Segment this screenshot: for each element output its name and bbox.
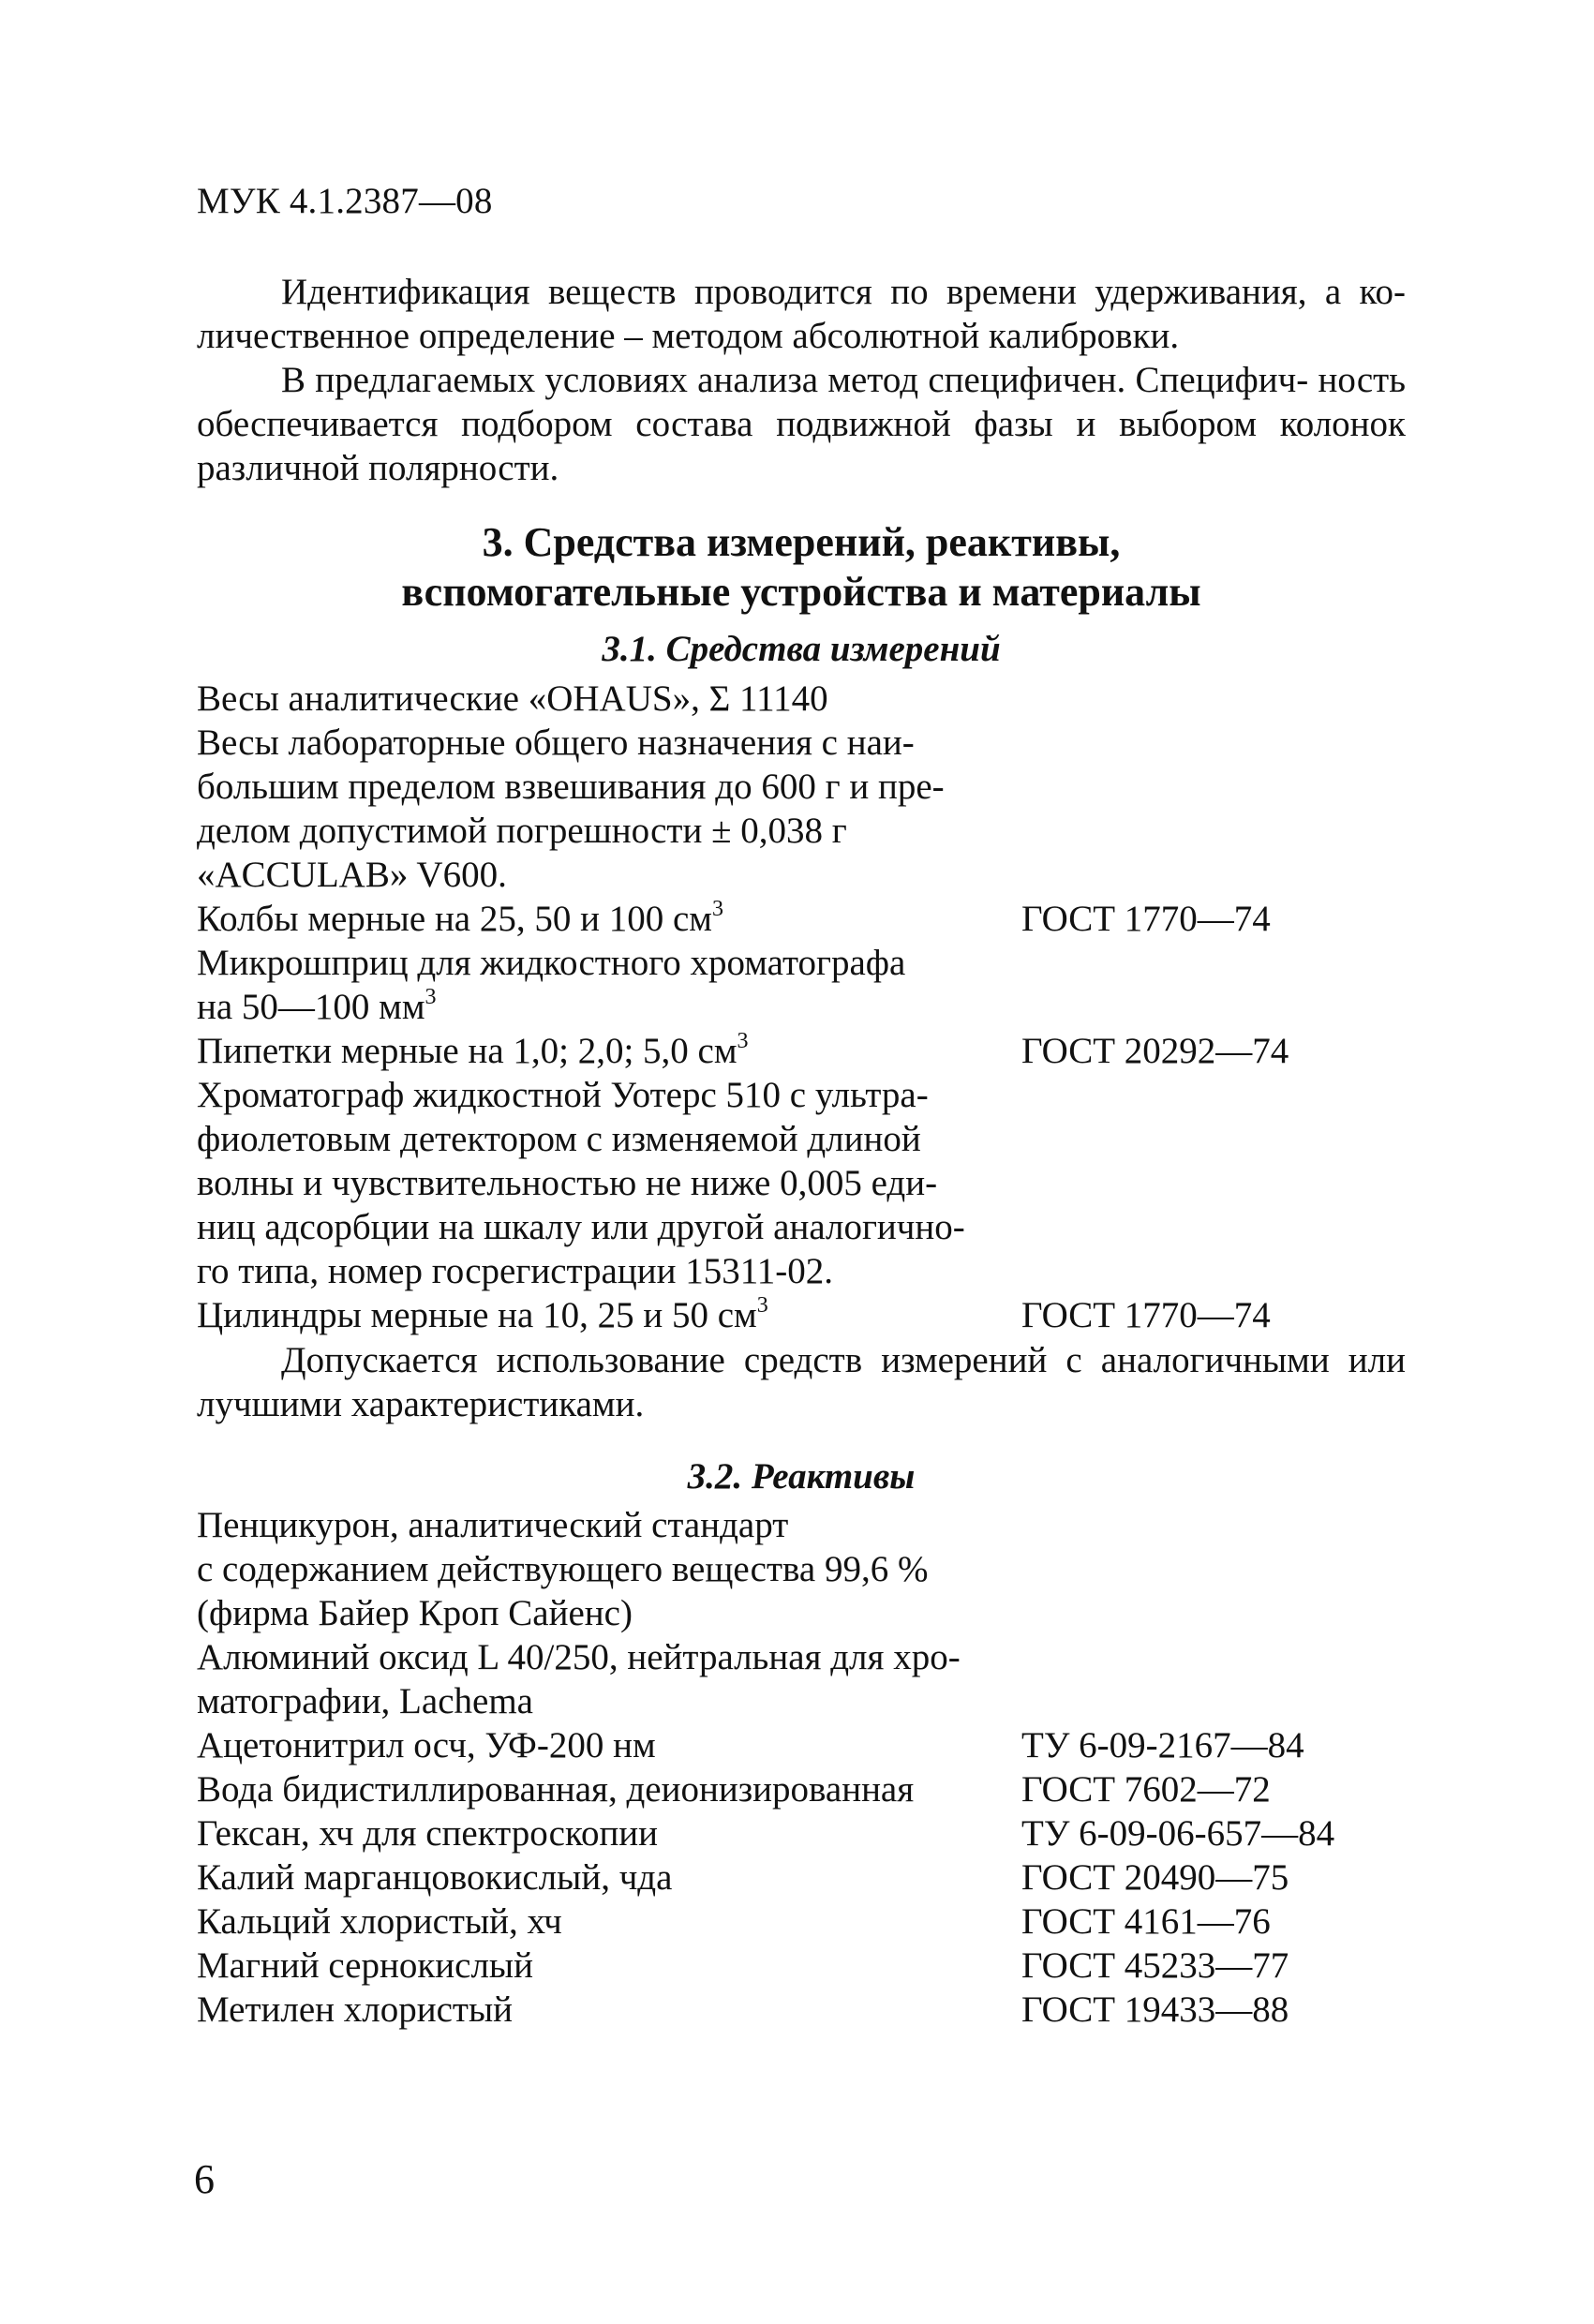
instrument-item-line: го типа, номер госрегистрации 15311-02. [197, 1251, 834, 1291]
reagent-item-line: Алюминий оксид L 40/250, нейтральная для хро- [197, 1637, 961, 1677]
instrument-item-standard: ГОСТ 1770—74 [1021, 1295, 1271, 1335]
reagent-item-line: Кальций хлористый, хч [197, 1901, 562, 1942]
reagent-item-standard: ГОСТ 45233—77 [1021, 1945, 1289, 1986]
reagent-item-line: Пенцикурон, аналитический стандарт [197, 1505, 789, 1545]
intro-paragraph-2 [197, 358, 1406, 490]
instrument-item-line: фиолетовым детектором с изменяемой длиной [197, 1119, 921, 1159]
intro-p1-line2: личественное определение – методом абсолютной калибровки. [197, 316, 1180, 356]
reagent-item-line: Магний сернокислый [197, 1945, 533, 1986]
reagent-item-line: Калий марганцовокислый, чда [197, 1857, 673, 1898]
superscript-3: 3 [711, 897, 723, 921]
instrument-item-line: Колбы мерные на 25, 50 и 100 $см^3$ [197, 897, 723, 939]
reagent-item-name [197, 1811, 1021, 1855]
section-title-line1: 3. Средства измерений, реактивы, [482, 519, 1121, 565]
instruments-list [197, 677, 1289, 1337]
reagent-item-standard: ГОСТ 4161—76 [1021, 1901, 1271, 1942]
instrument-item-line: волны и чувствительностью не ниже 0,005 еди- [197, 1163, 938, 1203]
instrument-item-name [197, 721, 1021, 897]
reagent-item-line: Ацетонитрил осч, УФ-200 нм [197, 1725, 656, 1765]
reagent-item [197, 1988, 1289, 2032]
instrument-item-line: Весы лабораторные общего назначения с наи- [197, 723, 915, 763]
reagent-item-line: Метилен хлористый [197, 1989, 514, 2030]
reagent-item-name [197, 1503, 1021, 1635]
intro-text [197, 270, 1406, 490]
note-line1: Допускается использование средств измерений с аналогичными или [281, 1340, 1406, 1380]
intro-p2-line1: В предлагаемых условиях анализа метод специфичен. Специфич- [281, 360, 1309, 400]
reagent-item [197, 1767, 1271, 1811]
instrument-item-name [197, 1293, 1021, 1337]
reagent-item-line: Вода бидистиллированная, деионизированная [197, 1769, 915, 1810]
instrument-item-line: Хроматограф жидкостной Уотерс 510 с ультра- [197, 1075, 929, 1115]
reagent-item-name [197, 1988, 1021, 2032]
reagent-item-standard: ТУ 6-09-2167—84 [1021, 1725, 1304, 1765]
instrument-item-name [197, 941, 1021, 1029]
instrument-item-line: ниц адсорбции на шкалу или другой аналогично- [197, 1207, 965, 1247]
subsection-title-instruments: 3.1. Средства измерений [602, 629, 1001, 669]
reagent-item-standard: ГОСТ 7602—72 [1021, 1769, 1271, 1810]
reagent-item [197, 1811, 1335, 1855]
instrument-item-standard: ГОСТ 20292—74 [1021, 1031, 1289, 1071]
section-title-line2: вспомогательные устройства и материалы [401, 569, 1201, 615]
superscript-3: 3 [737, 1029, 749, 1053]
reagent-item [197, 1503, 1021, 1635]
subsection-title-reagents: 3.2. Реактивы [687, 1456, 916, 1497]
instrument-item [197, 1029, 1289, 1073]
instrument-item-name [197, 897, 1021, 941]
reagent-item [197, 1723, 1304, 1767]
instrument-item [197, 897, 1271, 941]
superscript-3: 3 [756, 1293, 768, 1318]
note-line2: лучшими характеристиками. [197, 1384, 645, 1424]
instrument-item-line: Цилиндры мерные на 10, 25 и 50 $см^3$ [197, 1293, 768, 1335]
page-number: 6 [194, 2156, 215, 2202]
reagent-item-line: Гексан, хч для спектроскопии [197, 1813, 659, 1854]
reagents-list [197, 1503, 1335, 2032]
reagent-item-name [197, 1635, 1021, 1723]
instrument-item-name [197, 677, 1021, 721]
instrument-item-line: делом допустимой погрешности ± 0,038 г [197, 811, 847, 851]
reagent-item-standard: ГОСТ 19433—88 [1021, 1989, 1289, 2030]
instrument-item [197, 941, 1021, 1029]
reagent-item-line: с содержанием действующего вещества 99,6 % [197, 1549, 929, 1589]
instrument-item [197, 721, 1021, 897]
instrument-item-line: Микрошприц для жидкостного хроматографа [197, 943, 906, 983]
reagent-item-standard: ГОСТ 20490—75 [1021, 1857, 1289, 1898]
instrument-item-name [197, 1029, 1021, 1073]
reagent-item [197, 1635, 1021, 1723]
intro-p1-line1: Идентификация веществ проводится по времени удерживания, а ко- [281, 272, 1406, 312]
reagent-item-name [197, 1723, 1021, 1767]
instrument-item [197, 677, 1021, 721]
superscript-3: 3 [425, 985, 437, 1009]
reagent-item-name [197, 1944, 1021, 1988]
intro-p2-line2: ность обеспечивается подбором состава подвижной фазы и выбором [197, 360, 1407, 444]
instrument-item-line: Весы аналитические «OHAUS», Σ 11140 [197, 678, 828, 719]
reagent-item [197, 1944, 1289, 1988]
reagent-item-name [197, 1899, 1021, 1944]
reagent-item [197, 1899, 1271, 1944]
reagent-item-line: матографии, Lachema [197, 1681, 533, 1721]
instrument-item-line: «ACCULAB» V600. [197, 855, 507, 895]
instrument-item-line: большим пределом взвешивания до 600 г и пре- [197, 767, 945, 807]
reagent-item-name [197, 1855, 1021, 1899]
section-title [197, 517, 1406, 617]
intro-paragraph-1 [197, 270, 1406, 358]
instrument-item-name [197, 1073, 1021, 1293]
instrument-item [197, 1073, 1021, 1293]
instruments-note [197, 1338, 1406, 1426]
instrument-item [197, 1293, 1271, 1337]
reagent-item-line: (фирма Байер Кроп Сайенс) [197, 1593, 633, 1633]
document-code-header: МУК 4.1.2387—08 [197, 181, 493, 221]
reagent-item-name [197, 1767, 1021, 1811]
reagent-item [197, 1855, 1289, 1899]
instrument-item-line: на 50—100 $мм^3$ [197, 985, 437, 1027]
instrument-item-standard: ГОСТ 1770—74 [1021, 899, 1271, 939]
intro-p2-line3: колонок различной полярности. [197, 404, 1406, 488]
reagent-item-standard: ТУ 6-09-06-657—84 [1021, 1813, 1335, 1854]
instrument-item-line: Пипетки мерные на 1,0; 2,0; 5,0 $см^3$ [197, 1029, 749, 1071]
